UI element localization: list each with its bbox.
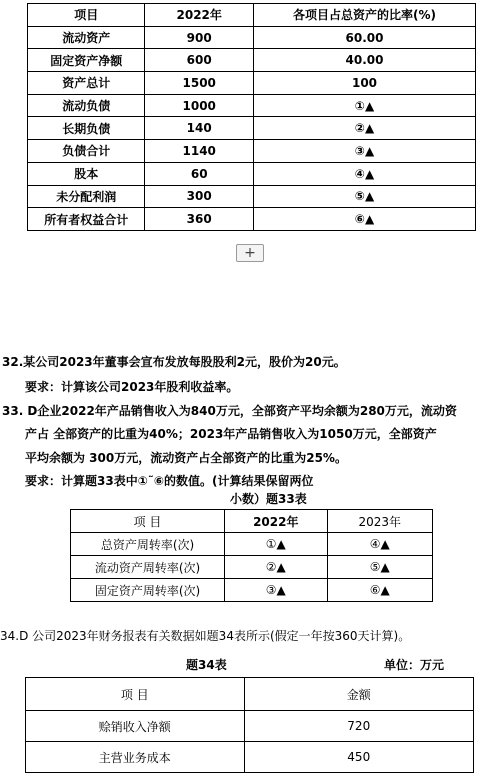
table-cell: 360	[145, 208, 254, 231]
table-row	[26, 742, 474, 773]
table-cell: ⑤▲	[327, 556, 432, 579]
turnover-table	[70, 509, 433, 602]
table-row	[28, 72, 476, 95]
table-cell: ②▲	[225, 556, 328, 579]
header-cell: 金额	[244, 678, 474, 711]
header-cell: 项 目	[26, 678, 245, 711]
table-cell: 总资产周转率(次)	[71, 533, 225, 556]
table-cell: ④▲	[254, 162, 476, 185]
table-header-row	[26, 678, 474, 711]
table-header-row	[28, 4, 476, 27]
table-row	[28, 49, 476, 72]
table-cell: ④▲	[327, 533, 432, 556]
table-cell: 负债合计	[28, 140, 145, 163]
table-cell: ②▲	[254, 117, 476, 140]
table-cell: ⑤▲	[254, 185, 476, 208]
question-34-unit: 单位：万元	[384, 658, 445, 672]
table-cell: 1000	[145, 94, 254, 117]
table-cell: 40.00	[254, 49, 476, 72]
table-cell: 720	[244, 711, 474, 742]
table-cell: 1140	[145, 140, 254, 163]
table-cell: 1500	[145, 72, 254, 95]
table-row	[71, 556, 433, 579]
financial-data-table	[25, 677, 474, 773]
question-32-text: 32.某公司2023年董事会宣布发放每股股利2元，股价为20元。	[2, 355, 346, 369]
table-cell: 赊销收入净额	[26, 711, 245, 742]
table-cell: ⑥▲	[254, 208, 476, 231]
table-row	[28, 94, 476, 117]
header-cell: 2023年	[327, 510, 432, 533]
header-cell: 2022年	[225, 510, 328, 533]
table-row	[26, 711, 474, 742]
table-row	[28, 26, 476, 49]
table-row	[71, 579, 433, 602]
question-32-requirement: 要求：计算该公司2023年股利收益率。	[25, 380, 239, 394]
table-cell: 资产总计	[28, 72, 145, 95]
table-cell: ③▲	[225, 579, 328, 602]
question-33-line-1: 33. D企业2022年产品销售收入为840万元，全部资产平均余额为280万元，流动资	[2, 404, 457, 418]
table-cell: 900	[145, 26, 254, 49]
table-row	[28, 117, 476, 140]
question-33-line-2: 产占 全部资产的比重为40%；2023年产品销售收入为1050万元，全部资产	[25, 427, 437, 441]
table-row	[28, 208, 476, 231]
table-cell: ③▲	[254, 140, 476, 163]
table-cell: 60.00	[254, 26, 476, 49]
table-cell: 未分配利润	[28, 185, 145, 208]
table-cell: 600	[145, 49, 254, 72]
table-row	[28, 140, 476, 163]
table-row	[71, 533, 433, 556]
header-cell: 各项目占总资产的比率(%)	[254, 4, 476, 27]
table-cell: 60	[145, 162, 254, 185]
asset-ratio-table	[27, 3, 476, 231]
table-cell: 450	[244, 742, 474, 773]
table-cell: 主营业务成本	[26, 742, 245, 773]
header-cell: 2022年	[145, 4, 254, 27]
table-cell: 固定资产净额	[28, 49, 145, 72]
question-33-line-3: 平均余额为 300万元，流动资产占全部资产的比重为25%。	[25, 451, 347, 465]
header-cell: 项 目	[71, 510, 225, 533]
table-row	[28, 162, 476, 185]
table-cell: 流动负债	[28, 94, 145, 117]
question-33-table-caption: 小数）题33表	[230, 492, 307, 506]
table-cell: 长期负债	[28, 117, 145, 140]
question-34-text: 34.D 公司2023年财务报表有关数据如题34表所示(假定一年按360天计算)。	[0, 629, 411, 643]
question-34-table-title: 题34表	[186, 658, 227, 672]
table-cell: 固定资产周转率(次)	[71, 579, 225, 602]
table-cell: 所有者权益合计	[28, 208, 145, 231]
header-cell: 项目	[28, 4, 145, 27]
table-cell: 100	[254, 72, 476, 95]
table-cell: 流动资产	[28, 26, 145, 49]
question-33-requirement: 要求：计算题33表中①˜⑥的数值。(计算结果保留两位	[25, 474, 314, 488]
table-cell: 股本	[28, 162, 145, 185]
table-cell: ①▲	[225, 533, 328, 556]
table-cell: ①▲	[254, 94, 476, 117]
add-row-button[interactable]: +	[236, 244, 264, 262]
table-cell: ⑥▲	[327, 579, 432, 602]
table-header-row	[71, 510, 433, 533]
table-cell: 300	[145, 185, 254, 208]
table-cell: 流动资产周转率(次)	[71, 556, 225, 579]
table-cell: 140	[145, 117, 254, 140]
table-row	[28, 185, 476, 208]
